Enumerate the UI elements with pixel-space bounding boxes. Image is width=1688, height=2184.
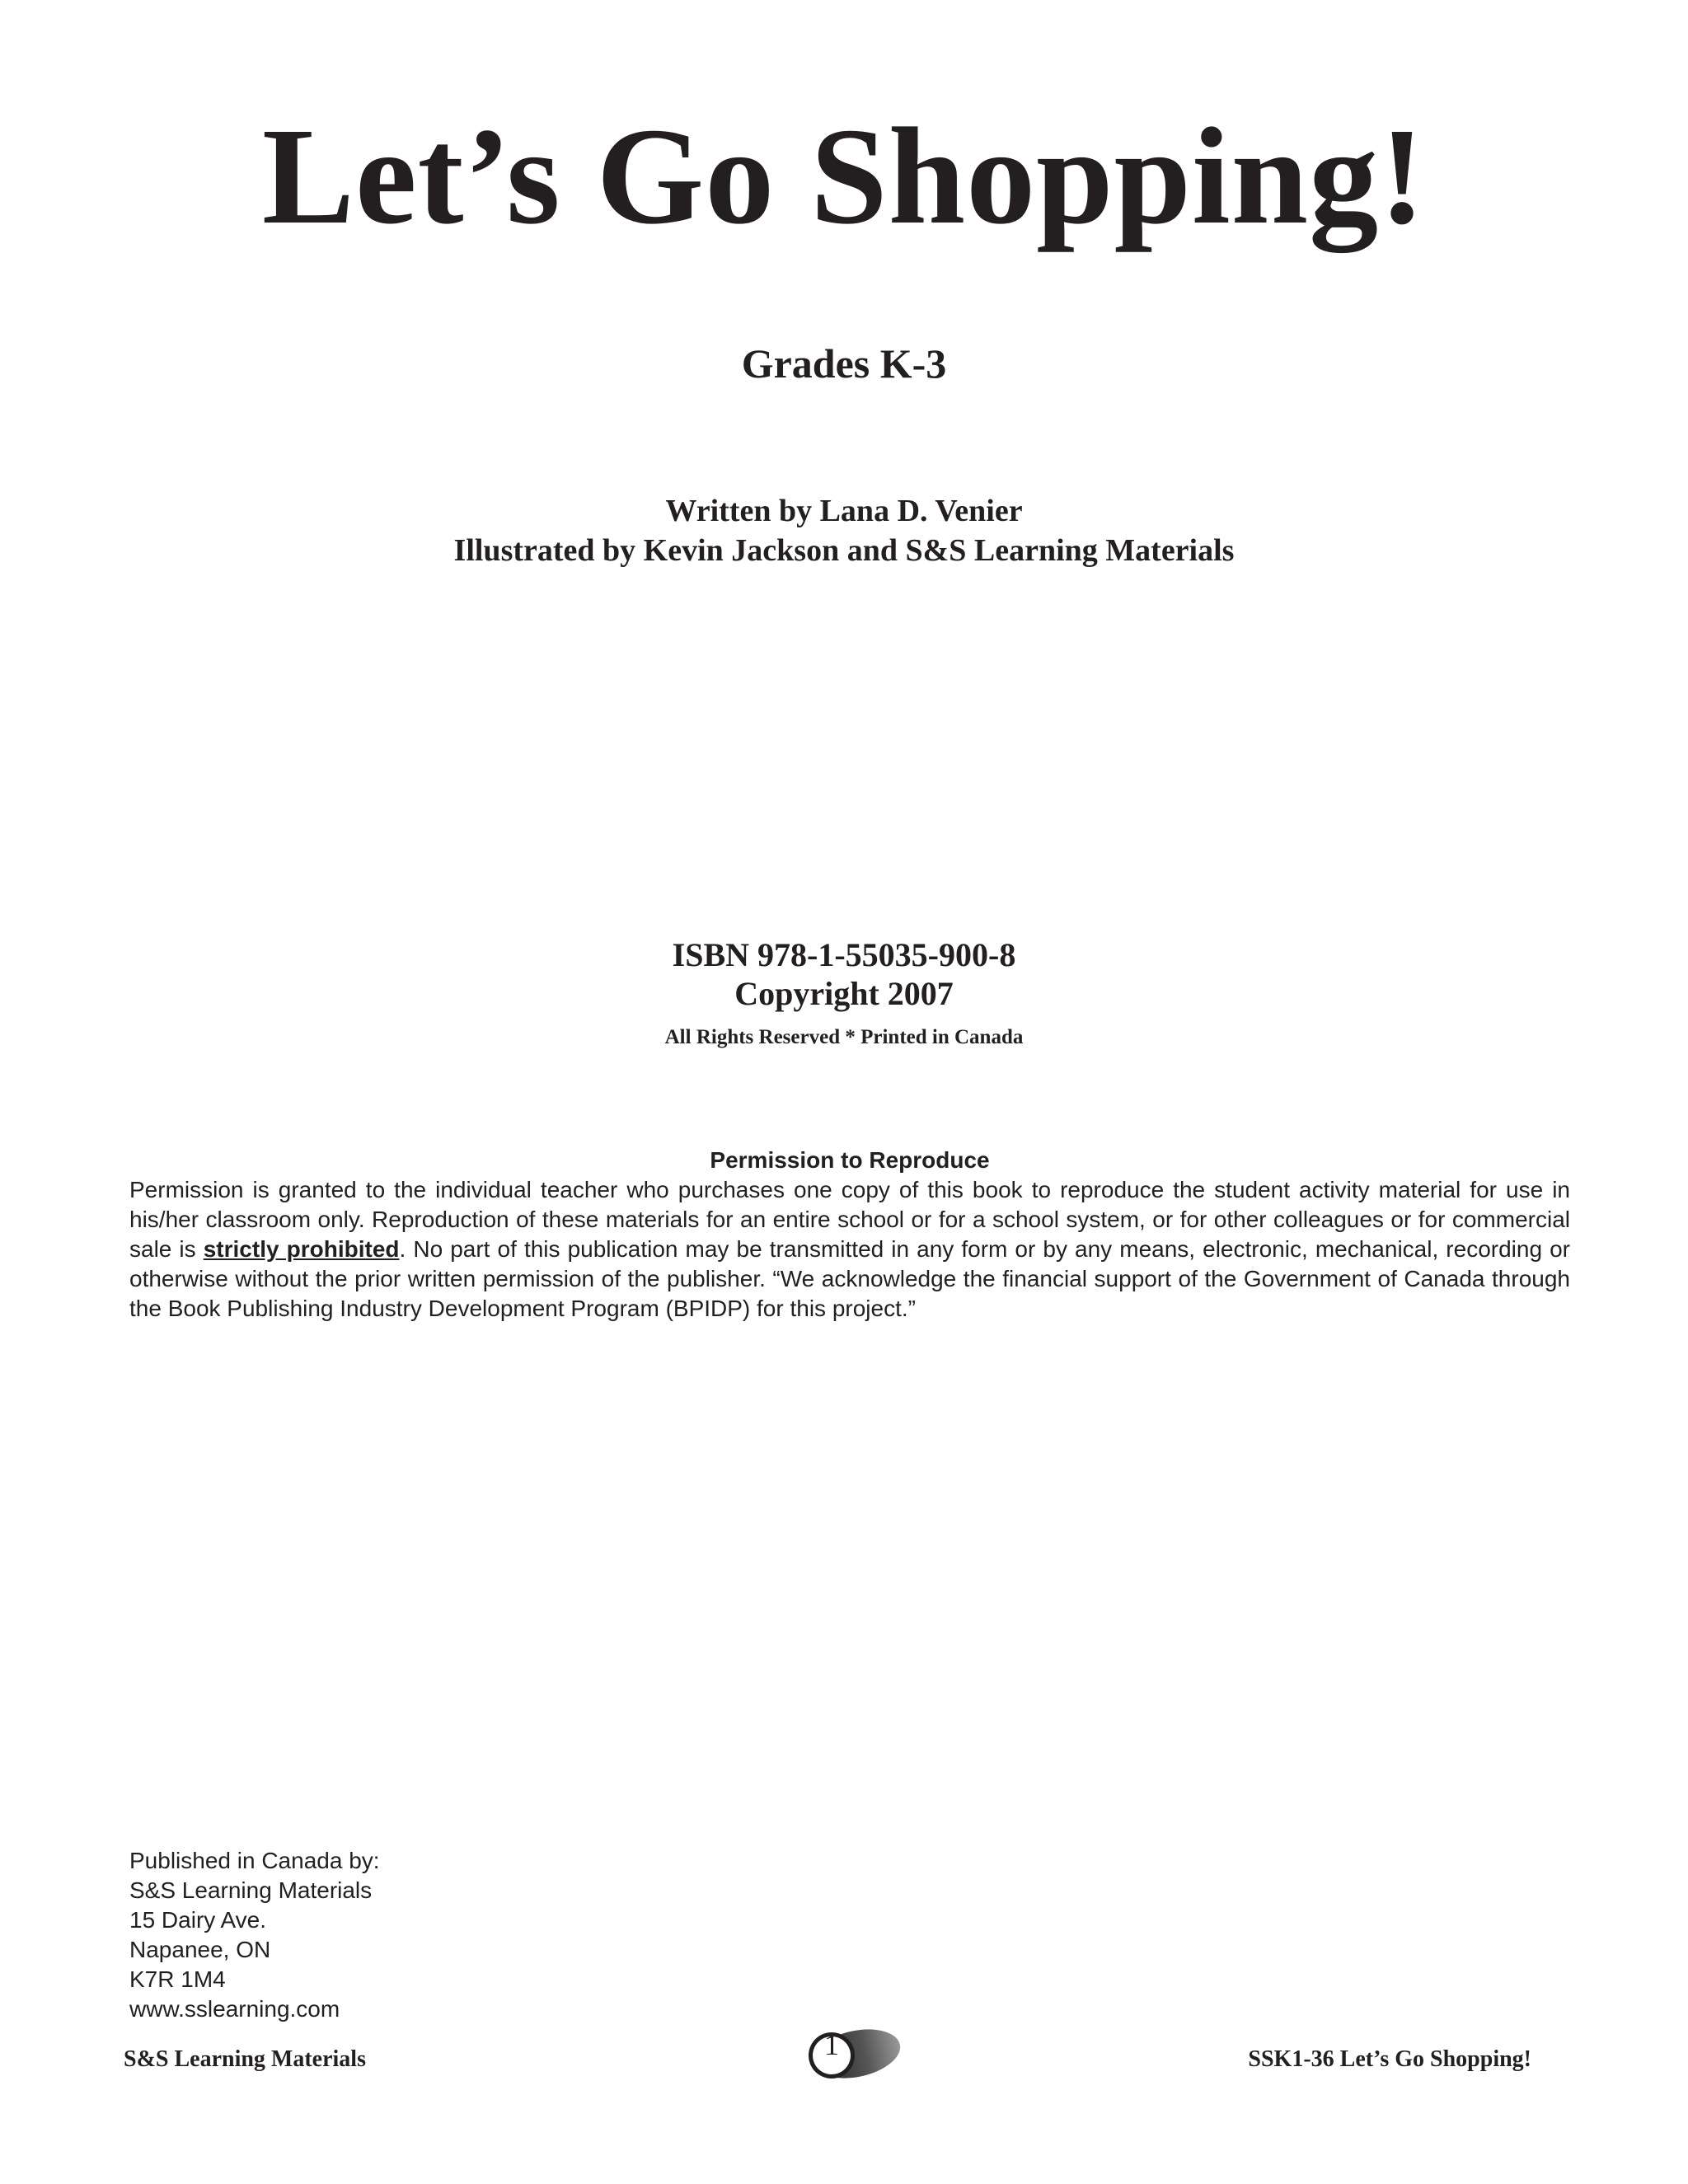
footer-publisher: S&S Learning Materials — [124, 2046, 366, 2072]
publisher-line: Published in Canada by: — [129, 1848, 380, 1873]
author-line: Written by Lana D. Venier — [665, 494, 1023, 528]
permission-text-after: . No part of this publication may be transmitted in any form or by any means, electronic, mechanical, recording or otherwise without the prior written permission of the publisher. “We acknowledge the financial support of the Government of Canada through the Book Publishing Industry Development Program (BPIDP) for this project.” — [129, 1236, 1570, 1321]
publisher-line: 15 Dairy Ave. — [129, 1907, 267, 1933]
book-title: Let’s Go Shopping! — [261, 100, 1427, 253]
publisher-line: S&S Learning Materials — [129, 1877, 373, 1903]
permission-section — [129, 1146, 1570, 1324]
copyright: Copyright 2007 — [734, 975, 954, 1012]
publisher-info — [129, 1846, 380, 2024]
permission-heading: Permission to Reproduce — [710, 1147, 990, 1173]
footer-book-code: SSK1-36 Let’s Go Shopping! — [1248, 2046, 1531, 2072]
publisher-line: K7R 1M4 — [129, 1966, 226, 1992]
rights-notice: All Rights Reserved * Printed in Canada — [664, 1026, 1024, 1048]
illustrator-line: Illustrated by Kevin Jackson and S&S Learning Materials — [453, 533, 1235, 568]
permission-emphasis: strictly prohibited — [203, 1236, 400, 1262]
publisher-website: www.sslearning.com — [129, 1996, 340, 2022]
publisher-line: Napanee, ON — [129, 1937, 271, 1962]
page-number: 1 — [824, 2028, 839, 2061]
permission-text-before: Permission is granted to the individual teacher who purchases one copy of this book to reproduce the student activity material for use in his/her classroom only. Reproduction of these materials for an entire school or for a school system, or for other colleagues or for commercial sale is — [129, 1177, 1570, 1262]
grade-level: Grades K-3 — [741, 340, 947, 387]
isbn: ISBN 978-1-55035-900-8 — [672, 936, 1016, 973]
permission-text — [129, 1175, 1570, 1324]
